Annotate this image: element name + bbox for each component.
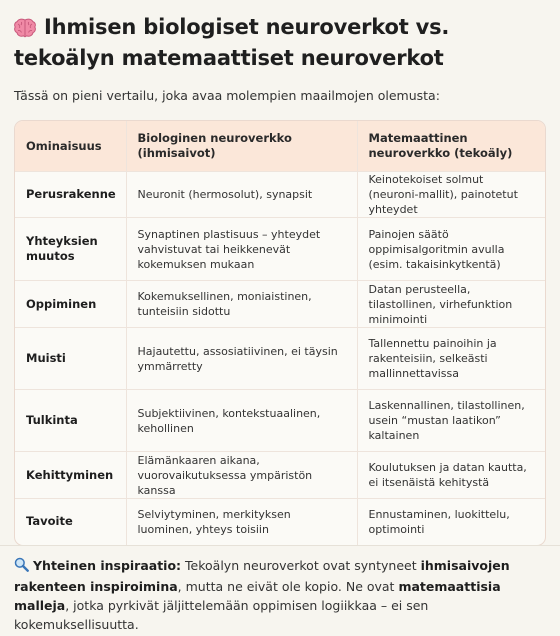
row-label: Tulkinta [15,390,126,452]
table-row [15,499,545,545]
cell-mathematical: Keinotekoiset solmut (neuroni-mallit), painotetut yhteydet [357,172,545,218]
comparison-table [14,120,546,546]
table-row [15,452,545,499]
cell-biological: Kokemuksellinen, moniaistinen, tunteisiin sidottu [126,281,357,328]
page-title [14,14,546,72]
row-label: Tavoite [15,499,126,545]
table-row [15,172,545,218]
cell-biological: Synaptinen plastisuus – yhteydet vahvistuvat tai heikkenevät kokemuksen mukaan [126,218,357,281]
footer-text: Tekoälyn neuroverkot ovat syntyneet [181,558,421,573]
header-biological: Biologinen neuroverkko (ihmisaivot) [126,121,357,172]
cell-mathematical: Koulutuksen ja datan kautta, ei itsenäistä kehitystä [357,452,545,499]
row-label: Kehittyminen [15,452,126,499]
magnifier-icon [14,557,29,577]
table-header-row [15,121,545,172]
cell-biological: Hajautettu, assosiatiivinen, ei täysin ymmärretty [126,328,357,390]
table-row [15,390,545,452]
footer-emphasis: ihmisaivojen rakenteen inspiroimina [14,558,510,594]
header-mathematical: Matemaattinen neuroverkko (tekoäly) [357,121,545,172]
footer-text: , jotka pyrkivät jäljittelemään oppimisen logiikkaa – ei sen kokemuksellisuutta. [14,598,429,632]
cell-mathematical: Laskennallinen, tilastollinen, usein “mustan laatikon” kaltainen [357,390,545,452]
intro-text: Tässä on pieni vertailu, joka avaa molempien maailmojen olemusta: [14,88,440,103]
header-feature: Ominaisuus [15,121,126,172]
row-label: Yhteyksien muutos [15,218,126,281]
brain-icon [14,18,36,45]
row-label: Muisti [15,328,126,390]
table-row [15,328,545,390]
page-title-text: Ihmisen biologiset neuroverkot vs. tekoälyn matemaattiset neuroverkot [14,15,450,70]
cell-biological: Selviytyminen, merkityksen luominen, yhteys toisiin [126,499,357,545]
table-row [15,281,545,328]
footer-note [14,556,548,634]
footer-emphasis: matemaattisia malleja [14,579,501,613]
cell-mathematical: Datan perusteella, tilastollinen, virhefunktion minimointi [357,281,545,328]
row-label: Oppiminen [15,281,126,328]
cell-mathematical: Tallennettu painoihin ja rakenteisiin, selkeästi mallinnettavissa [357,328,545,390]
cell-mathematical: Ennustaminen, luokittelu, optimointi [357,499,545,545]
cell-biological: Subjektiivinen, kontekstuaalinen, kehollinen [126,390,357,452]
row-label: Perusrakenne [15,172,126,218]
divider [0,545,560,546]
cell-biological: Neuronit (hermosolut), synapsit [126,172,357,218]
cell-biological: Elämänkaaren aikana, vuorovaikutuksessa ympäristön kanssa [126,452,357,499]
footer-text: , mutta ne eivät ole kopio. Ne ovat [177,579,399,594]
table-row [15,218,545,281]
cell-mathematical: Painojen säätö oppimisalgoritmin avulla (esim. takaisinkytkentä) [357,218,545,281]
footer-lead: Yhteinen inspiraatio: [33,558,182,573]
